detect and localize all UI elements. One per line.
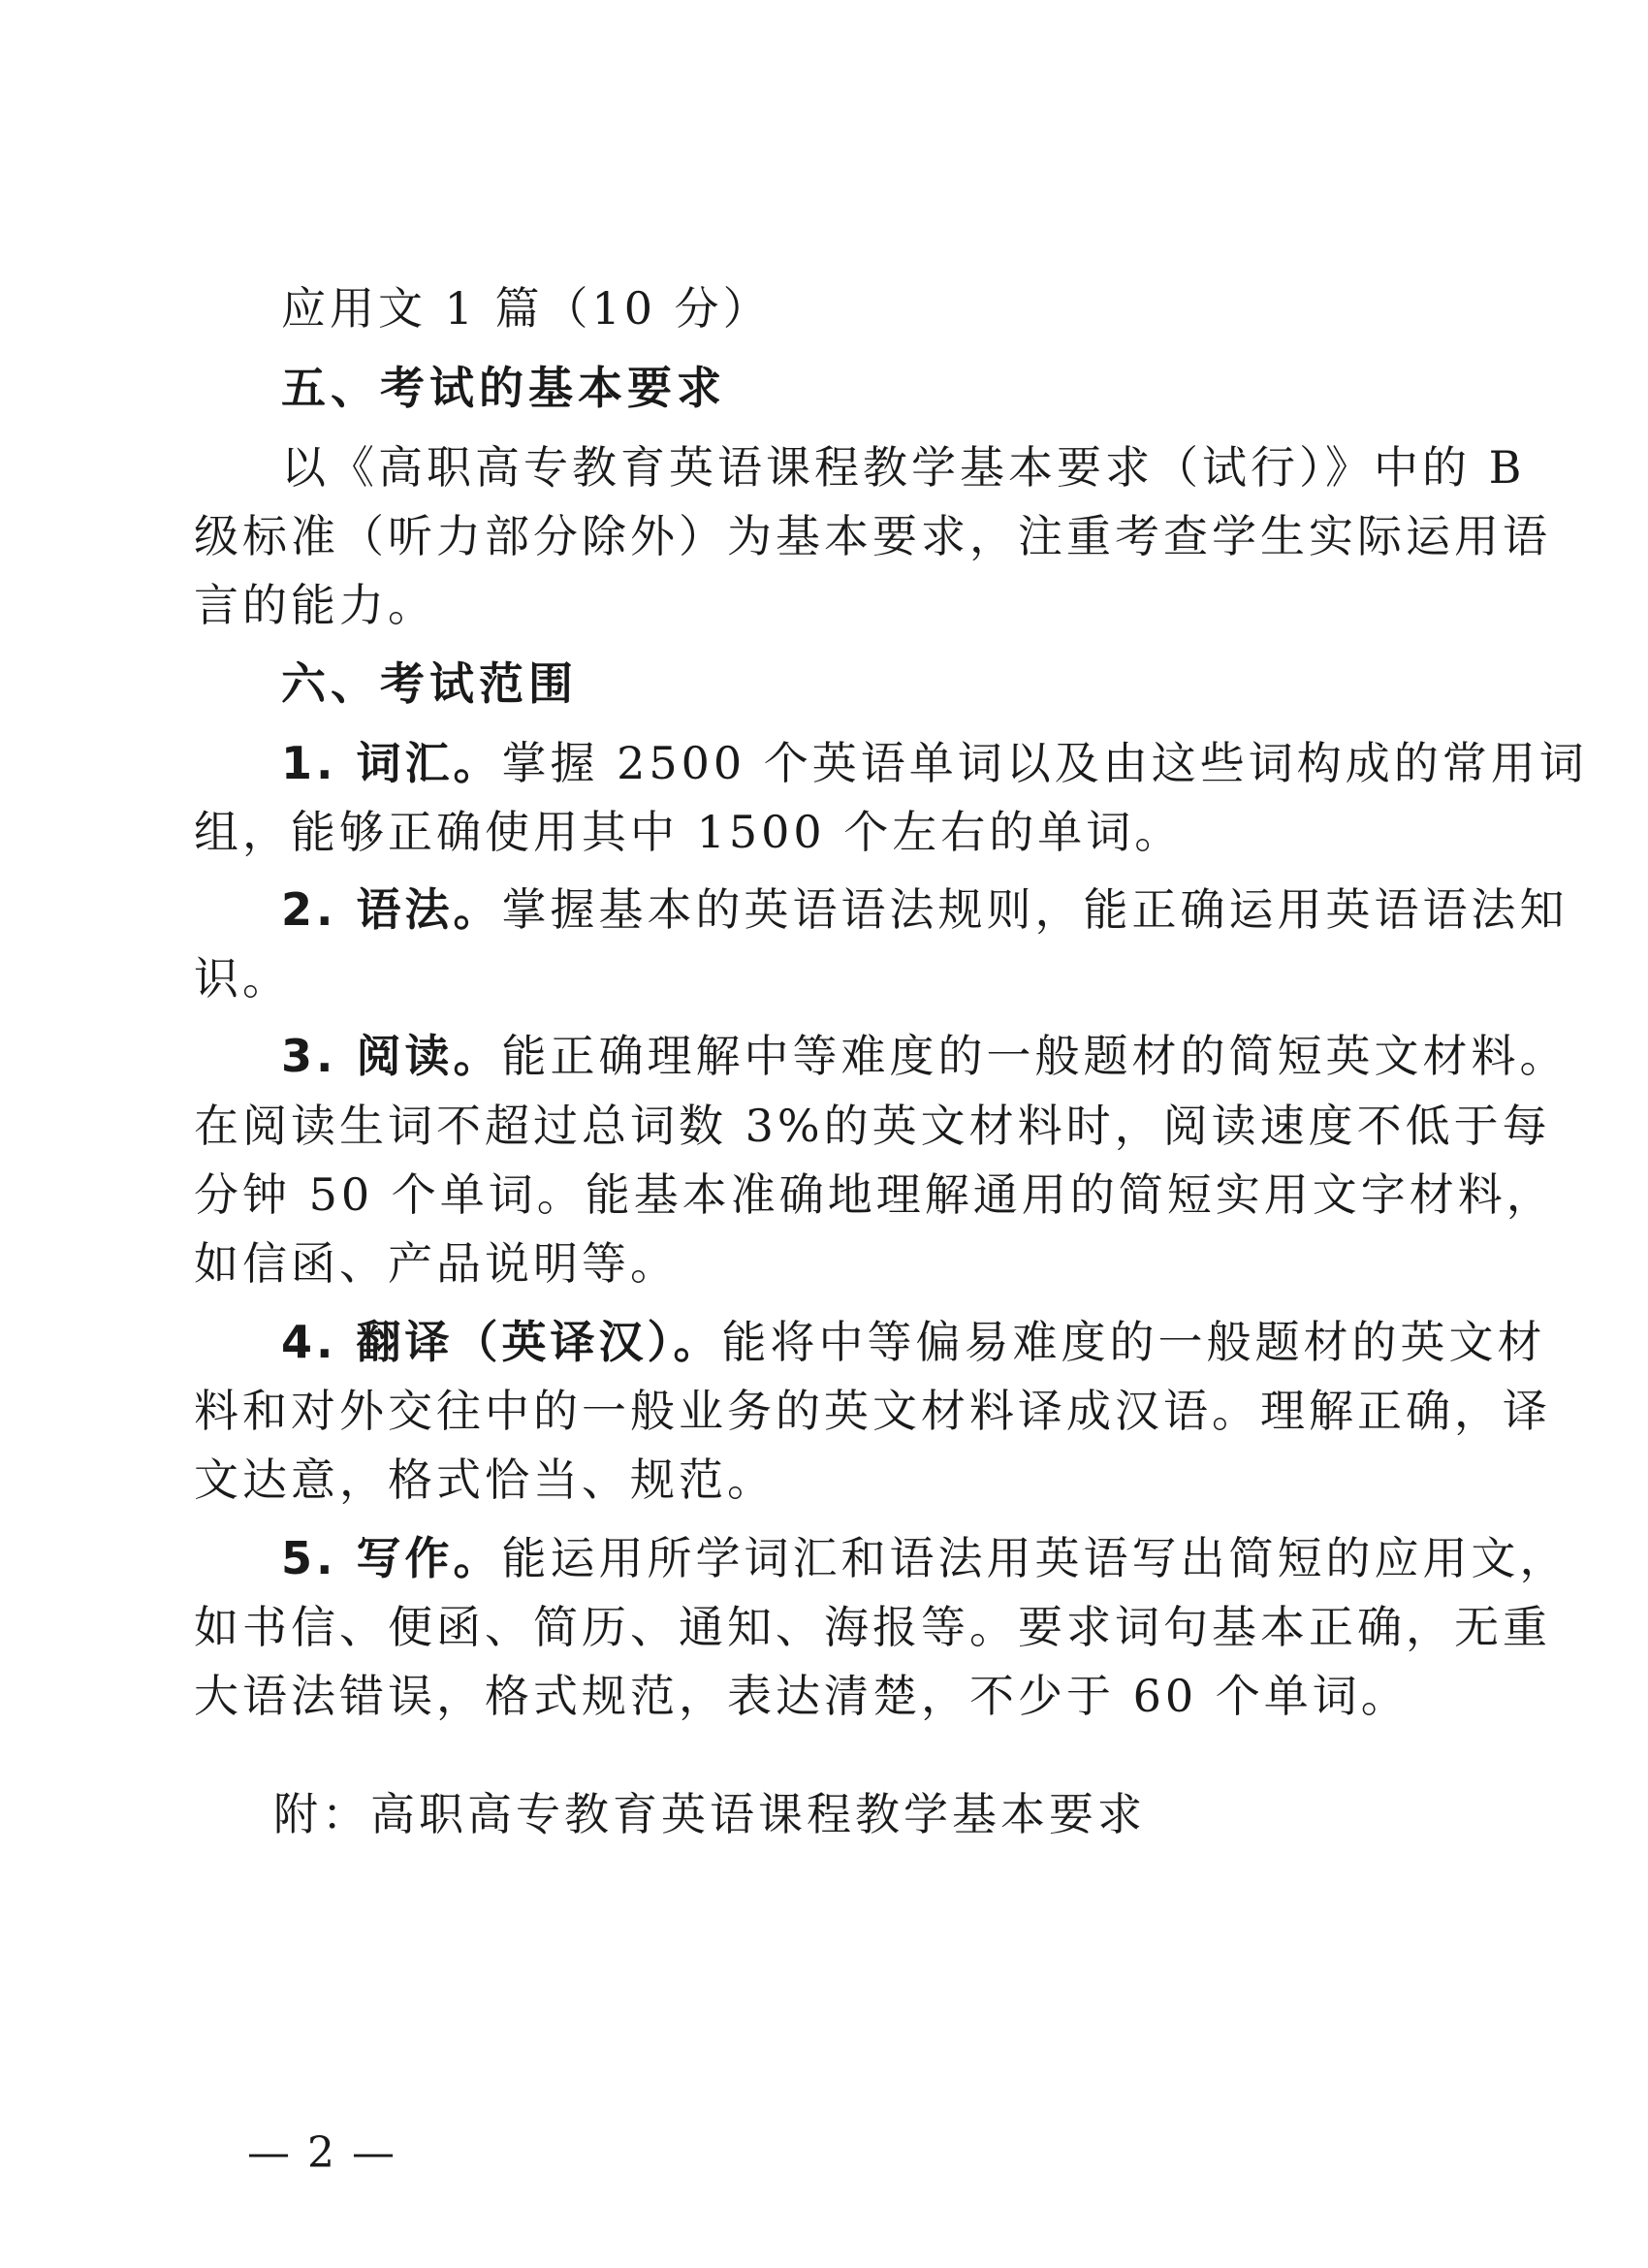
- item-writing-line: 大语法错误，格式规范，表达清楚，不少于 60 个单词。: [194, 1670, 1410, 1722]
- item-lead: 3. 阅读。: [281, 1030, 502, 1082]
- item-translation-line: 料和对外交往中的一般业务的英文材料译成汉语。理解正确，译: [194, 1385, 1551, 1437]
- item-lead: 1. 词汇。: [281, 737, 502, 789]
- item-lead: 5. 写作。: [281, 1532, 502, 1584]
- item-lead: 4. 翻译（英译汉）。: [281, 1316, 722, 1368]
- section-heading-5: 五、考试的基本要求: [281, 362, 726, 414]
- section-5-paragraph-line: 级标准（听力部分除外）为基本要求，注重考查学生实际运用语: [194, 510, 1551, 562]
- item-writing-line: 如书信、便函、简历、通知、海报等。要求词句基本正确，无重: [194, 1601, 1551, 1653]
- appendix-line: 附：高职高专教育英语课程教学基本要求: [273, 1788, 1146, 1840]
- section-5-paragraph-line: 以《高职高专教育英语课程教学基本要求（试行）》中的 B: [281, 441, 1526, 494]
- item-reading-line: 在阅读生词不超过总词数 3%的英文材料时，阅读速度不低于每: [194, 1100, 1551, 1152]
- item-text: 掌握基本的英语语法规则，能正确运用英语语法知: [501, 883, 1569, 936]
- item-grammar-line: 识。: [194, 952, 291, 1005]
- item-vocabulary-line: [281, 737, 1588, 789]
- body-line: 应用文 1 篇（10 分）: [281, 282, 772, 335]
- item-lead: 2. 语法。: [281, 883, 502, 936]
- item-text: 能正确理解中等难度的一般题材的简短英文材料。: [501, 1030, 1569, 1082]
- section-heading-6: 六、考试范围: [281, 657, 578, 710]
- item-vocabulary-line: 组，能够正确使用其中 1500 个左右的单词。: [194, 806, 1184, 858]
- item-writing-line: [281, 1532, 1569, 1584]
- item-text: 掌握 2500 个英语单词以及由这些词构成的常用词: [501, 737, 1588, 789]
- item-reading-line: [281, 1030, 1569, 1082]
- item-grammar-line: [281, 883, 1569, 936]
- item-translation-line: [281, 1316, 1546, 1368]
- item-text: 能运用所学词汇和语法用英语写出简短的应用文，: [501, 1532, 1569, 1584]
- item-reading-line: 如信函、产品说明等。: [194, 1237, 679, 1290]
- page-number: — 2 —: [247, 2128, 396, 2178]
- item-reading-line: 分钟 50 个单词。能基本准确地理解通用的简短实用文字材料，: [194, 1168, 1555, 1221]
- section-5-paragraph-line: 言的能力。: [194, 579, 436, 631]
- item-translation-line: 文达意，格式恰当、规范。: [194, 1453, 776, 1506]
- item-text: 能将中等偏易难度的一般题材的英文材: [721, 1316, 1546, 1368]
